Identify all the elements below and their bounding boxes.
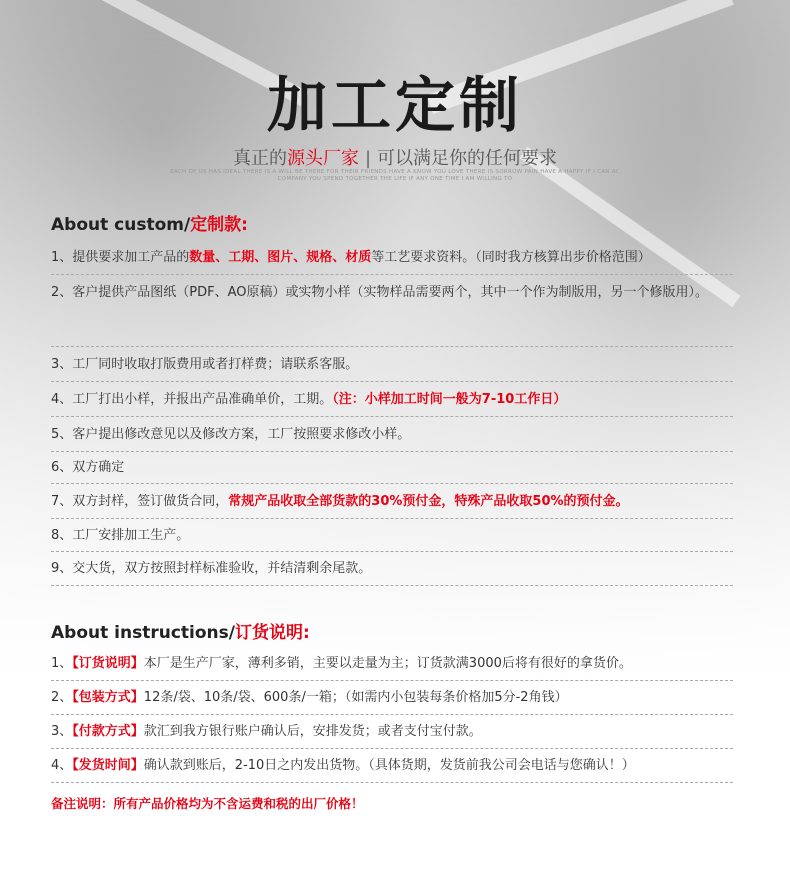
instructions-item-2-tag: 【包装方式】 (72, 690, 144, 705)
custom-item-7-pre: 7、双方封样，签订做货合同， (51, 494, 229, 509)
instructions-item-1 (51, 646, 733, 681)
page-subtitle (0, 144, 790, 170)
footer-note: 备注说明：所有产品价格均为不含运费和税的出厂价格！ (51, 796, 364, 811)
tiny-caption-1: EACH OF US HAS IDEAL THERE IS A WILL BE THERE FOR THEIR FRIENDS HAVE A KNOW YOU LOVE THERE IS SORROW PAIN HAVE A HAPPY IF I CAN AC (170, 169, 620, 175)
instructions-heading-en: About instructions/ (51, 623, 235, 643)
custom-item-1 (51, 240, 733, 275)
instructions-item-3-text: 款汇到我方银行账户确认后，安排发货；或者支付宝付款。 (143, 724, 482, 739)
subtitle-pre: 真正的 (232, 148, 287, 169)
custom-item-4-highlight: （注：小样加工时间一般为7-10工作日） (332, 392, 567, 407)
subtitle-post: 可以满足你的任何要求 (377, 148, 558, 169)
custom-item-4 (51, 382, 733, 417)
instructions-item-4 (51, 749, 733, 783)
custom-heading-en: About custom/ (51, 215, 191, 235)
custom-item-3: 3、工厂同时收取打版费用或者打样费；请联系客服。 (51, 347, 733, 382)
subtitle-highlight: 源头厂家 (286, 148, 359, 169)
custom-item-5: 5、客户提出修改意见以及修改方案，工厂按照要求修改小样。 (51, 417, 733, 452)
custom-heading (51, 210, 248, 235)
custom-heading-cn: 定制款: (190, 215, 248, 235)
custom-item-9: 9、交大货，双方按照封样标准验收，并结清剩余尾款。 (51, 552, 733, 586)
custom-item-4-pre: 4、工厂打出小样，并报出产品准确单价，工期。 (51, 392, 333, 407)
instructions-item-4-num: 4、 (51, 758, 73, 773)
custom-item-7-highlight: 常规产品收取全部货款的30%预付金，特殊产品收取50%的预付金。 (228, 494, 629, 509)
instructions-item-3-tag: 【付款方式】 (72, 724, 144, 739)
subtitle-separator: | (364, 148, 372, 169)
instructions-item-4-tag: 【发货时间】 (72, 758, 144, 773)
instructions-item-4-text: 确认款到账后，2-10日之内发出货物。（具体货期，发货前我公司会电话与您确认！） (143, 758, 635, 773)
custom-item-1-highlight: 数量、工期、图片、规格、材质 (189, 250, 372, 265)
instructions-item-1-num: 1、 (51, 656, 73, 671)
instructions-item-1-tag: 【订货说明】 (72, 656, 144, 671)
instructions-item-3 (51, 715, 733, 749)
instructions-item-1-text: 本厂是生产厂家，薄利多销，主要以走量为主；订货款满3000后将有很好的拿货价。 (143, 656, 632, 671)
instructions-item-2-num: 2、 (51, 690, 73, 705)
custom-item-1-pre: 1、提供要求加工产品的 (51, 250, 190, 265)
tiny-caption-2: COMPANY YOU SPEND TOGETHER THE LIFE IF ANY ONE TIME I AM WILLING TO (277, 176, 513, 182)
custom-item-7 (51, 484, 733, 519)
custom-item-2: 2、客户提供产品图纸（PDF、AO原稿）或实物小样（实物样品需要两个，其中一个作为制版用，另一个修版用）。 (51, 275, 733, 347)
instructions-heading (51, 618, 310, 643)
instructions-item-2 (51, 681, 733, 715)
instructions-item-2-text: 12条/袋、10条/袋、600条/一箱；（如需内小包装每条价格加5分-2角钱） (143, 690, 568, 705)
page-title: 加工定制 (267, 71, 523, 141)
custom-item-1-post: 等工艺要求资料。（同时我方核算出步价格范围） (371, 250, 651, 265)
instructions-item-3-num: 3、 (51, 724, 73, 739)
instructions-heading-cn: 订货说明: (234, 623, 310, 643)
custom-item-8: 8、工厂安排加工生产。 (51, 519, 733, 552)
custom-item-6: 6、双方确定 (51, 452, 733, 484)
